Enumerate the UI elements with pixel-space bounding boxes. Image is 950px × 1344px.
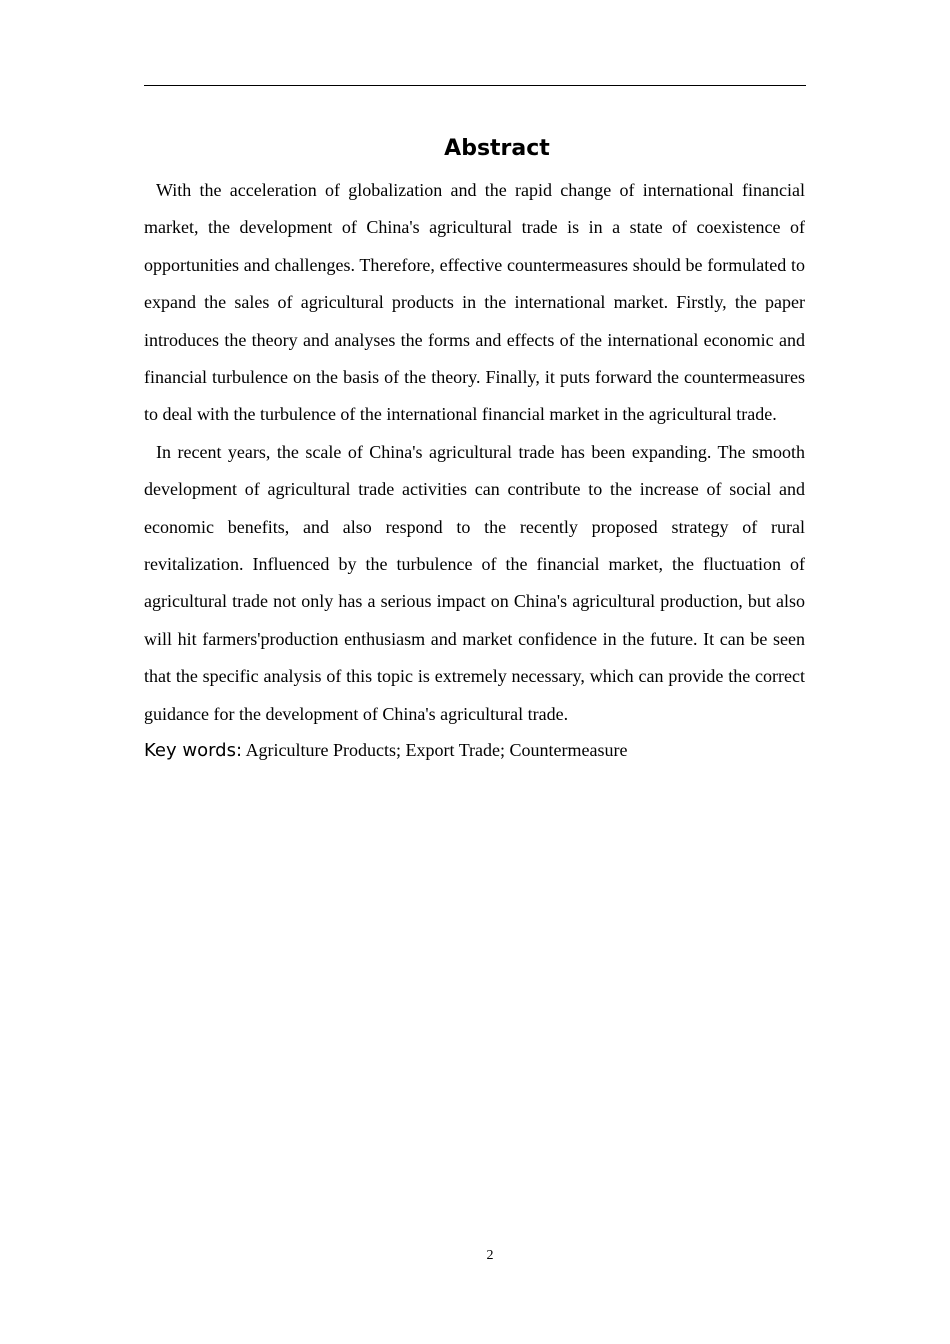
abstract-title: Abstract [444, 136, 550, 161]
keywords-label: Key words: [144, 740, 243, 762]
header-rule [144, 85, 806, 86]
page-content [144, 128, 805, 768]
abstract-paragraph-1: With the acceleration of globalization and the rapid change of international financial market, the development of China's agricultural trade is in a state of coexistence of opportunities and challenges. Therefore, effective countermeasures should be formulated to expand the sales of agricultural products in the international market. Firstly, the paper introduces the theory and analyses the forms and effects of the international economic and financial turbulence on the basis of the theory. Finally, it puts forward the countermeasures to deal with the turbulence of the international financial market in the agricultural trade. [144, 180, 805, 425]
keywords-text: Agriculture Products; Export Trade; Countermeasure [245, 740, 628, 761]
page-number: 2 [486, 1248, 494, 1263]
abstract-paragraph-2: In recent years, the scale of China's agricultural trade has been expanding. The smooth development of agricultural trade activities can contribute to the increase of social and economic benefits, and also respond to the recently proposed strategy of rural revitalization. Influenced by the turbulence of the financial market, the fluctuation of agricultural trade not only has a serious impact on China's agricultural production, but also will hit farmers'production enthusiasm and market confidence in the future. It can be seen that the specific analysis of this topic is extremely necessary, which can provide the correct guidance for the development of China's agricultural trade. [144, 441, 805, 724]
keywords-line [144, 733, 805, 768]
